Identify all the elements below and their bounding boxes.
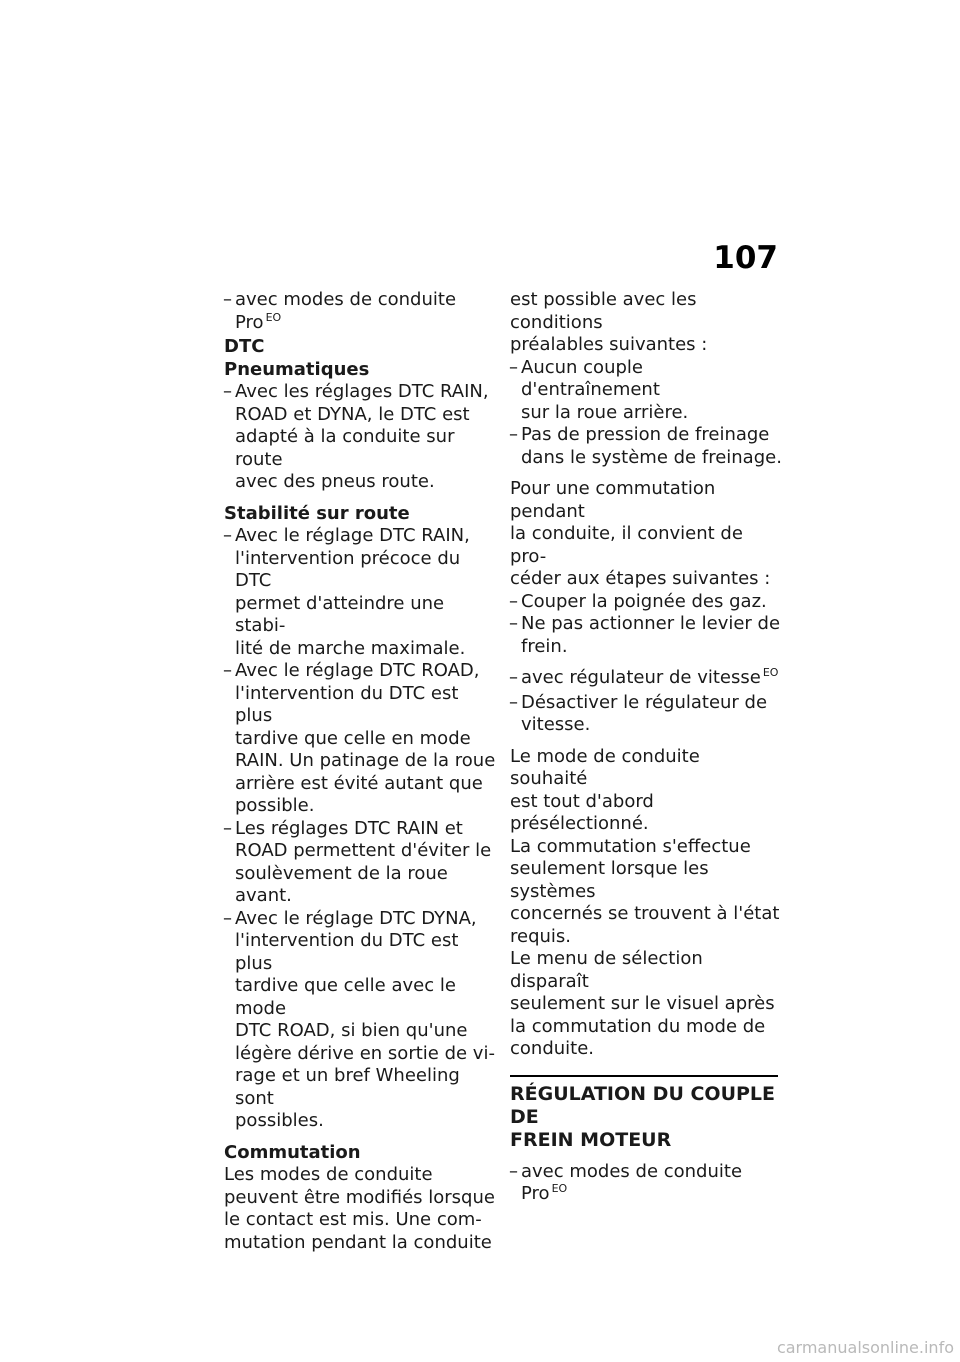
text-line: Les modes de conduite	[224, 1164, 433, 1185]
text-line: Le mode de conduite souhaité	[510, 745, 700, 789]
text-line: la commutation du mode de	[510, 1015, 766, 1037]
text-line: l'intervention du DTC est plus	[235, 682, 459, 726]
text-line: légère dérive en sortie de vi-	[235, 1042, 495, 1064]
text-line: seulement lorsque les systèmes	[510, 858, 709, 902]
list-item: – avec modes de conduite	[509, 1160, 743, 1182]
text-line: est tout d'abord présélectionné.	[510, 790, 654, 834]
text-line: avec des pneus route.	[235, 471, 435, 492]
text-line: est possible avec les conditions	[510, 289, 697, 333]
text-line: Le menu de sélection disparaît	[510, 948, 703, 992]
text-line: l'intervention précoce du DTC	[235, 547, 461, 591]
text-line: lité de marche maximale.	[235, 637, 466, 659]
text-line: conduite.	[510, 1038, 595, 1059]
text-line: tardive que celle avec le mode	[235, 975, 456, 1019]
text-line: la conduite, il convient de pro-	[510, 523, 743, 567]
list-item-cont: Pro $^{EO}$	[235, 310, 282, 333]
text-line: dans le système de freinage.	[521, 446, 782, 468]
list-item: – Avec le réglage DTC DYNA,	[223, 907, 477, 929]
section-title: RÉGULATION DU COUPLE DE FREIN MOTEUR	[510, 1082, 776, 1151]
text-line: RAIN. Un patinage de la roue	[235, 750, 496, 771]
text-line: ROAD et DYNA, le DTC est	[235, 403, 470, 425]
text-line: rage et un bref Wheeling sont	[235, 1065, 460, 1109]
list-item: – Avec le réglage DTC RAIN,	[223, 525, 470, 546]
text-line: frein.	[521, 635, 568, 657]
text-line: ROAD permettent d'éviter le	[235, 840, 492, 861]
text-line: peuvent être modifiés lorsque	[224, 1186, 495, 1208]
heading-pneumatiques: Pneumatiques	[224, 358, 370, 380]
text-line: DTC ROAD, si bien qu'une	[235, 1020, 468, 1041]
list-item-cont: Pro $^{EO}$	[521, 1182, 568, 1204]
text-line: l'intervention du DTC est plus	[235, 930, 459, 974]
list-item: – Avec les réglages DTC RAIN,	[223, 381, 489, 402]
page-number: 107	[713, 240, 778, 276]
text-line: permet d'atteindre une stabi-	[235, 592, 445, 636]
text-line: vitesse.	[521, 714, 591, 735]
list-item: – Aucun couple d'entraînement	[509, 356, 660, 400]
eo-superscript: EO	[551, 1182, 568, 1195]
text-line: possible.	[235, 795, 315, 816]
heading-stabilite: Stabilité sur route	[224, 502, 410, 524]
text-line: le contact est mis. Une com-	[224, 1209, 482, 1230]
text-line: La commutation s'effectue	[510, 835, 751, 857]
list-item: – avec modes de conduite	[223, 289, 457, 310]
text-line: mutation pendant la conduite	[224, 1231, 492, 1253]
heading-commutation: Commutation	[224, 1141, 361, 1163]
section-divider	[510, 1075, 778, 1077]
text-line: adapté à la conduite sur route	[235, 426, 455, 470]
list-item: – Pas de pression de freinage	[509, 424, 770, 445]
heading-dtc: DTC	[224, 336, 265, 357]
text-line: soulèvement de la roue avant.	[235, 862, 448, 906]
text-line: possibles.	[235, 1110, 324, 1131]
text-line: requis.	[510, 925, 572, 947]
eo-superscript: EO	[265, 310, 282, 324]
watermark: carmanualsonline.info	[776, 1338, 954, 1357]
text-line: concernés se trouvent à l'état	[510, 903, 780, 924]
text-line: préalables suivantes :	[510, 334, 708, 355]
list-item: – avec régulateur de vitesse $^{EO}$	[509, 666, 779, 688]
text-line: arrière est évité autant que	[235, 772, 483, 794]
text-line: seulement sur le visuel après	[510, 993, 775, 1014]
eo-superscript: EO	[762, 666, 779, 679]
list-item: – Les réglages DTC RAIN et	[223, 817, 463, 839]
list-item: – Ne pas actionner le levier de	[509, 613, 781, 634]
list-item: – Couper la poignée des gaz.	[509, 590, 767, 612]
text-line: sur la roue arrière.	[521, 401, 689, 423]
right-column	[510, 289, 782, 1208]
text-line: tardive que celle en mode	[235, 727, 471, 749]
list-item: – Désactiver le régulateur de	[509, 691, 768, 713]
list-item: – Avec le réglage DTC ROAD,	[223, 660, 480, 681]
text-line: céder aux étapes suivantes :	[510, 568, 771, 589]
text-line: Pour une commutation pendant	[510, 478, 716, 522]
left-column	[224, 289, 496, 1254]
